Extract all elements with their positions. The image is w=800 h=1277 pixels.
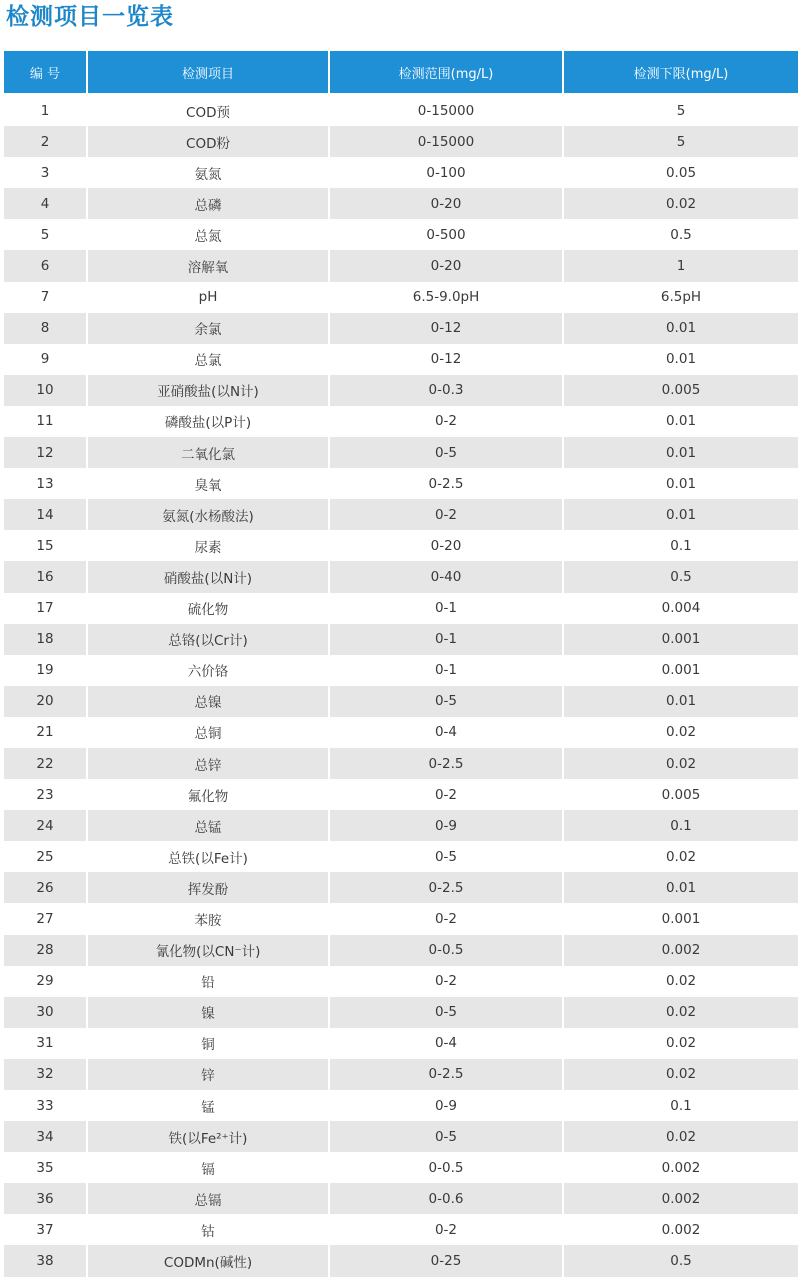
cell-limit: 0.5 <box>564 1245 798 1276</box>
table-row <box>4 375 798 406</box>
table-row <box>4 499 798 530</box>
cell-range: 0-25 <box>330 1245 562 1276</box>
cell-item: 六价铬 <box>88 655 328 686</box>
table-row <box>4 250 798 281</box>
cell-range: 0-0.3 <box>330 375 562 406</box>
header-number: 编 号 <box>4 51 86 95</box>
table-row <box>4 1245 798 1276</box>
header-limit: 检测下限(mg/L) <box>564 51 798 95</box>
cell-range: 0-0.6 <box>330 1183 562 1214</box>
cell-range: 0-2.5 <box>330 872 562 903</box>
header-range: 检测范围(mg/L) <box>330 51 562 95</box>
cell-number: 30 <box>4 997 86 1028</box>
table-row <box>4 935 798 966</box>
table-row <box>4 313 798 344</box>
cell-number: 9 <box>4 344 86 375</box>
cell-item: 臭氧 <box>88 468 328 499</box>
cell-range: 0-2.5 <box>330 1059 562 1090</box>
cell-limit: 0.01 <box>564 313 798 344</box>
cell-number: 27 <box>4 903 86 934</box>
cell-range: 0-2.5 <box>330 468 562 499</box>
cell-limit: 0.01 <box>564 437 798 468</box>
cell-range: 0-5 <box>330 686 562 717</box>
cell-number: 15 <box>4 530 86 561</box>
cell-item: 铁(以Fe²⁺计) <box>88 1121 328 1152</box>
cell-number: 34 <box>4 1121 86 1152</box>
cell-range: 0-5 <box>330 437 562 468</box>
table-row <box>4 1214 798 1245</box>
table-row <box>4 468 798 499</box>
cell-number: 11 <box>4 406 86 437</box>
cell-item: 总铁(以Fe计) <box>88 841 328 872</box>
cell-item: 余氯 <box>88 313 328 344</box>
cell-number: 10 <box>4 375 86 406</box>
table-row <box>4 561 798 592</box>
cell-number: 33 <box>4 1090 86 1121</box>
table-row <box>4 188 798 219</box>
cell-item: COD预 <box>88 95 328 126</box>
cell-limit: 0.02 <box>564 1121 798 1152</box>
cell-limit: 0.02 <box>564 717 798 748</box>
cell-item: 尿素 <box>88 530 328 561</box>
cell-item: 锰 <box>88 1090 328 1121</box>
cell-number: 7 <box>4 282 86 313</box>
cell-item: 镉 <box>88 1152 328 1183</box>
cell-limit: 5 <box>564 126 798 157</box>
cell-item: 镍 <box>88 997 328 1028</box>
cell-number: 29 <box>4 966 86 997</box>
table-row <box>4 872 798 903</box>
table-row <box>4 1090 798 1121</box>
cell-range: 0-2 <box>330 966 562 997</box>
cell-range: 0-5 <box>330 1121 562 1152</box>
cell-item: 溶解氧 <box>88 250 328 281</box>
cell-number: 18 <box>4 624 86 655</box>
cell-limit: 0.5 <box>564 561 798 592</box>
cell-item: 总锌 <box>88 748 328 779</box>
cell-item: 总镍 <box>88 686 328 717</box>
cell-number: 4 <box>4 188 86 219</box>
cell-limit: 0.001 <box>564 624 798 655</box>
table-row <box>4 1028 798 1059</box>
cell-number: 20 <box>4 686 86 717</box>
cell-item: 总氯 <box>88 344 328 375</box>
cell-number: 37 <box>4 1214 86 1245</box>
table-row <box>4 966 798 997</box>
cell-range: 0-0.5 <box>330 1152 562 1183</box>
cell-number: 38 <box>4 1245 86 1276</box>
cell-limit: 5 <box>564 95 798 126</box>
cell-item: 硫化物 <box>88 593 328 624</box>
cell-item: 总铜 <box>88 717 328 748</box>
cell-range: 0-15000 <box>330 95 562 126</box>
cell-range: 0-9 <box>330 1090 562 1121</box>
table-row <box>4 779 798 810</box>
cell-item: COD粉 <box>88 126 328 157</box>
table-row <box>4 219 798 250</box>
cell-limit: 0.002 <box>564 1152 798 1183</box>
cell-number: 5 <box>4 219 86 250</box>
cell-range: 0-20 <box>330 250 562 281</box>
cell-range: 0-1 <box>330 624 562 655</box>
cell-item: 硝酸盐(以N计) <box>88 561 328 592</box>
cell-range: 0-4 <box>330 717 562 748</box>
cell-number: 25 <box>4 841 86 872</box>
table-row <box>4 126 798 157</box>
cell-range: 0-2 <box>330 779 562 810</box>
cell-range: 0-2 <box>330 1214 562 1245</box>
table-row <box>4 344 798 375</box>
cell-limit: 6.5pH <box>564 282 798 313</box>
cell-range: 0-5 <box>330 841 562 872</box>
cell-number: 3 <box>4 157 86 188</box>
cell-number: 1 <box>4 95 86 126</box>
cell-item: 苯胺 <box>88 903 328 934</box>
cell-range: 0-500 <box>330 219 562 250</box>
cell-number: 23 <box>4 779 86 810</box>
cell-item: 总锰 <box>88 810 328 841</box>
cell-item: 锌 <box>88 1059 328 1090</box>
table-row <box>4 95 798 126</box>
cell-range: 0-2 <box>330 499 562 530</box>
cell-limit: 0.01 <box>564 686 798 717</box>
table-row <box>4 437 798 468</box>
cell-number: 6 <box>4 250 86 281</box>
cell-limit: 0.002 <box>564 1183 798 1214</box>
cell-item: 总氮 <box>88 219 328 250</box>
cell-number: 12 <box>4 437 86 468</box>
cell-number: 22 <box>4 748 86 779</box>
cell-number: 24 <box>4 810 86 841</box>
cell-range: 0-12 <box>330 344 562 375</box>
table-row <box>4 997 798 1028</box>
cell-number: 2 <box>4 126 86 157</box>
table-row <box>4 841 798 872</box>
cell-item: 钴 <box>88 1214 328 1245</box>
cell-limit: 0.02 <box>564 841 798 872</box>
table-row <box>4 748 798 779</box>
cell-limit: 0.01 <box>564 344 798 375</box>
cell-range: 0-12 <box>330 313 562 344</box>
cell-item: 氨氮(水杨酸法) <box>88 499 328 530</box>
cell-range: 0-2.5 <box>330 748 562 779</box>
cell-limit: 0.1 <box>564 810 798 841</box>
cell-limit: 0.001 <box>564 903 798 934</box>
cell-number: 21 <box>4 717 86 748</box>
cell-range: 0-20 <box>330 188 562 219</box>
table-row <box>4 717 798 748</box>
cell-limit: 0.02 <box>564 1059 798 1090</box>
cell-item: 氰化物(以CN⁻计) <box>88 935 328 966</box>
cell-number: 17 <box>4 593 86 624</box>
table-row <box>4 282 798 313</box>
table-row <box>4 1183 798 1214</box>
cell-limit: 0.001 <box>564 655 798 686</box>
cell-limit: 0.1 <box>564 530 798 561</box>
cell-number: 14 <box>4 499 86 530</box>
cell-number: 32 <box>4 1059 86 1090</box>
cell-limit: 0.05 <box>564 157 798 188</box>
cell-range: 0-9 <box>330 810 562 841</box>
cell-range: 0-5 <box>330 997 562 1028</box>
cell-number: 19 <box>4 655 86 686</box>
cell-item: 铜 <box>88 1028 328 1059</box>
table-row <box>4 406 798 437</box>
cell-number: 36 <box>4 1183 86 1214</box>
cell-limit: 0.01 <box>564 499 798 530</box>
cell-limit: 0.002 <box>564 1214 798 1245</box>
cell-limit: 0.01 <box>564 872 798 903</box>
cell-item: 磷酸盐(以P计) <box>88 406 328 437</box>
cell-range: 0-2 <box>330 406 562 437</box>
table-body <box>4 95 798 1277</box>
cell-range: 0-20 <box>330 530 562 561</box>
table-row <box>4 686 798 717</box>
table-row <box>4 1059 798 1090</box>
cell-limit: 0.01 <box>564 468 798 499</box>
table-row <box>4 530 798 561</box>
cell-limit: 0.02 <box>564 966 798 997</box>
cell-limit: 0.5 <box>564 219 798 250</box>
table-row <box>4 593 798 624</box>
cell-number: 16 <box>4 561 86 592</box>
cell-limit: 0.02 <box>564 748 798 779</box>
cell-number: 13 <box>4 468 86 499</box>
cell-item: 总铬(以Cr计) <box>88 624 328 655</box>
cell-limit: 0.002 <box>564 935 798 966</box>
table-row <box>4 1121 798 1152</box>
cell-range: 0-2 <box>330 903 562 934</box>
cell-item: pH <box>88 282 328 313</box>
cell-number: 8 <box>4 313 86 344</box>
table-row <box>4 624 798 655</box>
cell-range: 0-1 <box>330 655 562 686</box>
cell-item: 亚硝酸盐(以N计) <box>88 375 328 406</box>
table-row <box>4 903 798 934</box>
cell-item: 铅 <box>88 966 328 997</box>
cell-number: 31 <box>4 1028 86 1059</box>
cell-item: 氟化物 <box>88 779 328 810</box>
cell-number: 35 <box>4 1152 86 1183</box>
cell-item: 总磷 <box>88 188 328 219</box>
cell-limit: 0.005 <box>564 779 798 810</box>
cell-number: 28 <box>4 935 86 966</box>
cell-range: 0-0.5 <box>330 935 562 966</box>
page-title: 检测项目一览表 <box>6 4 174 30</box>
cell-range: 0-40 <box>330 561 562 592</box>
table-row <box>4 1152 798 1183</box>
cell-limit: 0.02 <box>564 188 798 219</box>
cell-range: 0-1 <box>330 593 562 624</box>
cell-number: 26 <box>4 872 86 903</box>
cell-item: 氨氮 <box>88 157 328 188</box>
table-header-row <box>4 51 798 95</box>
cell-item: 二氧化氯 <box>88 437 328 468</box>
cell-range: 0-15000 <box>330 126 562 157</box>
cell-limit: 0.02 <box>564 1028 798 1059</box>
table-row <box>4 810 798 841</box>
cell-limit: 0.005 <box>564 375 798 406</box>
table-row <box>4 655 798 686</box>
cell-range: 6.5-9.0pH <box>330 282 562 313</box>
header-item: 检测项目 <box>88 51 328 95</box>
cell-limit: 1 <box>564 250 798 281</box>
cell-range: 0-100 <box>330 157 562 188</box>
cell-limit: 0.004 <box>564 593 798 624</box>
cell-item: 挥发酚 <box>88 872 328 903</box>
cell-limit: 0.1 <box>564 1090 798 1121</box>
cell-item: 总镉 <box>88 1183 328 1214</box>
cell-range: 0-4 <box>330 1028 562 1059</box>
cell-limit: 0.01 <box>564 406 798 437</box>
table-row <box>4 157 798 188</box>
detection-items-table <box>2 51 800 1277</box>
cell-item: CODMn(碱性) <box>88 1245 328 1276</box>
cell-limit: 0.02 <box>564 997 798 1028</box>
